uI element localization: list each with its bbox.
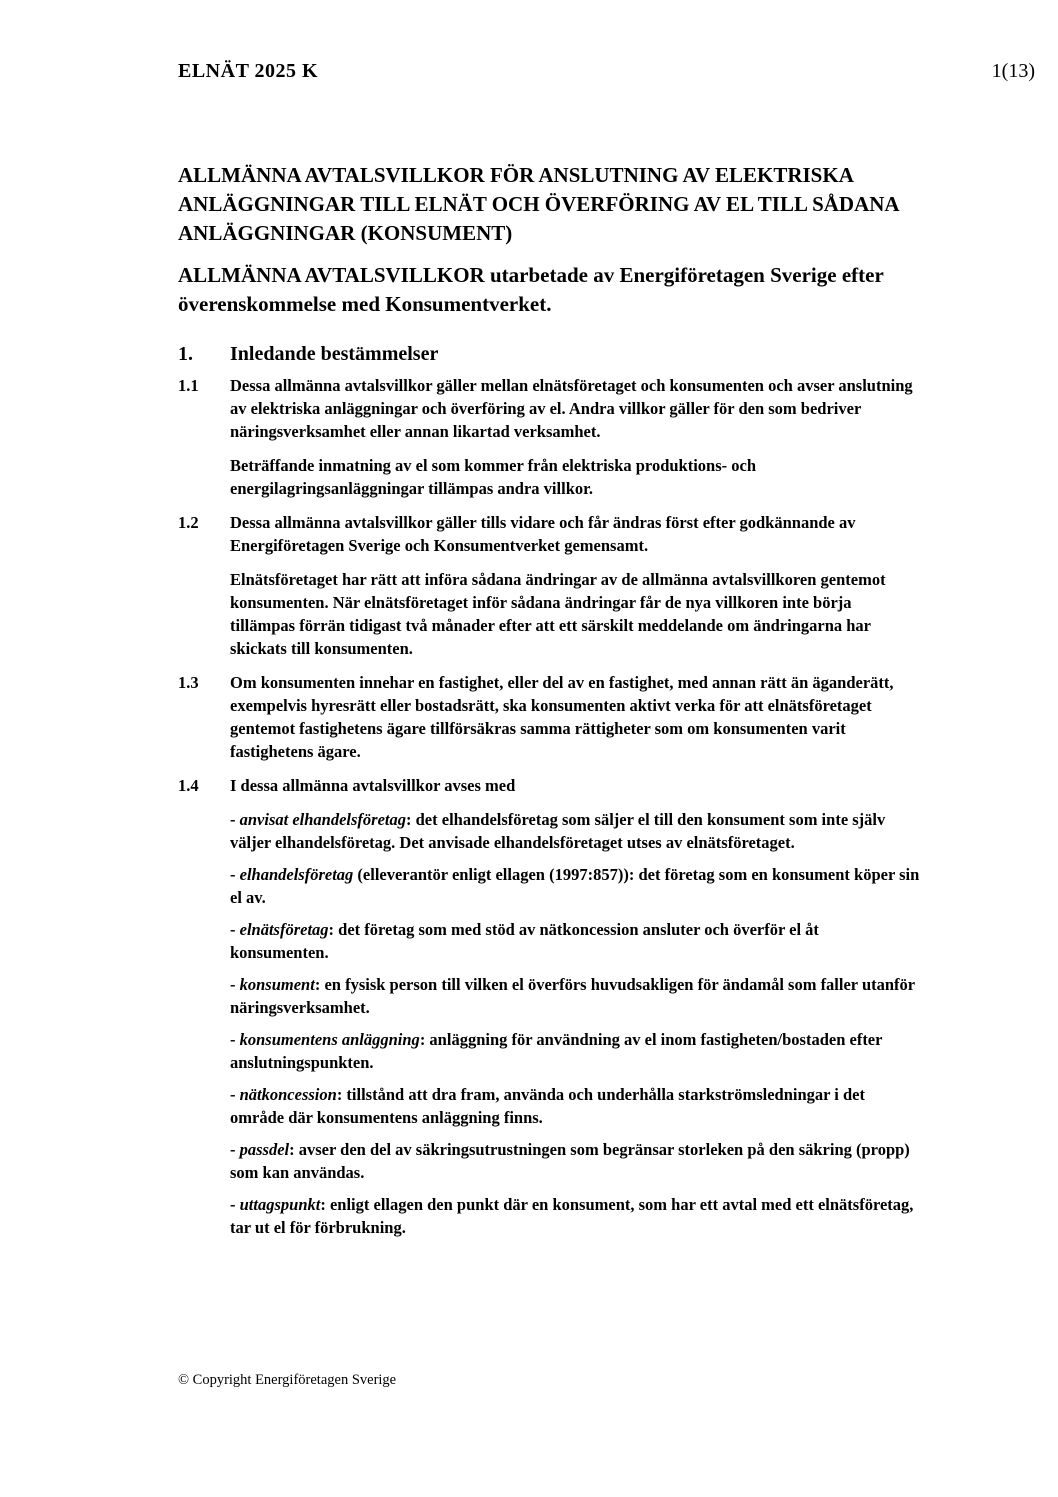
definition-prefix: - <box>230 865 240 884</box>
clause-body <box>230 774 920 1248</box>
definition-term: passdel <box>239 1140 290 1159</box>
clause-paragraph: Dessa allmänna avtalsvillkor gäller tills vidare och får ändras först efter godkännande av Energiföretagen Sverige och Konsumentverket gemensamt. <box>230 513 856 555</box>
clause-body <box>230 671 920 774</box>
definition-text: : det företag som med stöd av nätkoncession ansluter och överför el åt konsumenten. <box>230 920 819 962</box>
section-heading <box>178 341 920 367</box>
document-title: ALLMÄNNA AVTALSVILLKOR FÖR ANSLUTNING AV ELEKTRISKA ANLÄGGNINGAR TILL ELNÄT OCH ÖVERFÖRING AV EL TILL SÅDANA ANLÄGGNINGAR (KONSUMENT) <box>178 163 899 245</box>
section-number: 1. <box>178 343 193 365</box>
definition-prefix: - <box>230 810 240 829</box>
definition-prefix: - <box>230 975 240 994</box>
definition-text: : enligt ellagen den punkt där en konsument, som har ett avtal med ett elnätsföretag, tar ut el för förbrukning. <box>230 1195 914 1237</box>
definition-text: : anläggning för användning av el inom fastigheten/bostaden efter anslutningspunkten. <box>230 1030 883 1072</box>
clause <box>178 374 920 511</box>
document-subtitle: ALLMÄNNA AVTALSVILLKOR utarbetade av Energiföretagen Sverige efter överenskommelse med Konsumentverket. <box>178 263 884 316</box>
clause <box>178 671 920 774</box>
definition-prefix: - <box>230 1140 240 1159</box>
definition-prefix: - <box>230 1030 240 1049</box>
clause-paragraph: Elnätsföretaget har rätt att införa sådana ändringar av de allmänna avtalsvillkoren gentemot konsumenten. När elnätsföretaget inför sådana ändringar får de nya villkoren inte börja tillämpas förrän tidigast två månader efter att ett särskilt meddelande om ändringarna har skickats till konsumenten. <box>230 570 886 658</box>
clause-paragraph: Dessa allmänna avtalsvillkor gäller mellan elnätsföretaget och konsumenten och avser anslutning av elektriska anläggningar och överföring av el. Andra villkor gäller för den som bedriver näringsverksamhet eller annan likartad verksamhet. <box>230 376 913 441</box>
section-title: Inledande bestämmelser <box>230 343 439 365</box>
definition-term: anvisat elhandelsföretag <box>239 810 407 829</box>
definition-prefix: - <box>230 1085 240 1104</box>
definition-text: (elleverantör enligt ellagen (1997:857)): det företag som en konsument köper sin el av. <box>230 865 920 907</box>
clause <box>178 511 920 671</box>
definition-item <box>230 1193 920 1239</box>
clause-number: 1.4 <box>178 776 199 795</box>
clauses-container <box>178 374 920 1248</box>
definition-term: konsumentens anläggning <box>239 1030 420 1049</box>
definition-term: nätkoncession <box>239 1085 337 1104</box>
clause <box>178 774 920 1248</box>
clause-number: 1.2 <box>178 513 199 532</box>
definition-term: konsument <box>239 975 315 994</box>
definition-item <box>230 1028 920 1074</box>
document-body <box>178 161 920 1248</box>
clause-body <box>230 374 920 511</box>
definition-item <box>230 808 920 854</box>
copyright-footer: © Copyright Energiföretagen Sverige <box>178 1372 397 1388</box>
clause-paragraph: I dessa allmänna avtalsvillkor avses med <box>230 776 516 795</box>
definition-item <box>230 863 920 909</box>
clause-paragraph: Beträffande inmatning av el som kommer från elektriska produktions- och energilagringsanläggningar tillämpas andra villkor. <box>230 456 757 498</box>
definition-text: : en fysisk person till vilken el överförs huvudsakligen för ändamål som faller utanför näringsverksamhet. <box>230 975 915 1017</box>
definition-item <box>230 1138 920 1184</box>
clause-number: 1.1 <box>178 376 199 395</box>
definition-prefix: - <box>230 920 240 939</box>
definition-item <box>230 918 920 964</box>
page-header <box>178 60 1035 83</box>
definition-prefix: - <box>230 1195 240 1214</box>
definition-text: : tillstånd att dra fram, använda och underhålla starkströmsledningar i det område där konsumentens anläggning finns. <box>230 1085 865 1127</box>
definition-item <box>230 1083 920 1129</box>
page-number: 1(13) <box>991 60 1035 82</box>
definition-term: elhandelsföretag <box>239 865 354 884</box>
clause-body <box>230 511 920 671</box>
clause-paragraph: Om konsumenten innehar en fastighet, eller del av en fastighet, med annan rätt än äganderätt, exempelvis hyresrätt eller bostadsrätt, ska konsumenten aktivt verka för att elnätsföretaget gentemot fastighetens ägare tillförsäkras samma rättigheter som om konsumenten varit fastighetens ägare. <box>230 673 894 761</box>
definition-term: elnätsföretag <box>239 920 329 939</box>
definition-term: uttagspunkt <box>239 1195 321 1214</box>
clause-number: 1.3 <box>178 673 199 692</box>
definition-text: : avser den del av säkringsutrustningen som begränsar storleken på den säkring (propp) som kan användas. <box>230 1140 910 1182</box>
definition-text: : det elhandelsföretag som säljer el till den konsument som inte själv väljer elhandelsföretag. Det anvisade elhandelsföretaget utses av elnätsföretaget. <box>230 810 886 852</box>
definition-item <box>230 973 920 1019</box>
document-code: ELNÄT 2025 K <box>178 60 319 82</box>
